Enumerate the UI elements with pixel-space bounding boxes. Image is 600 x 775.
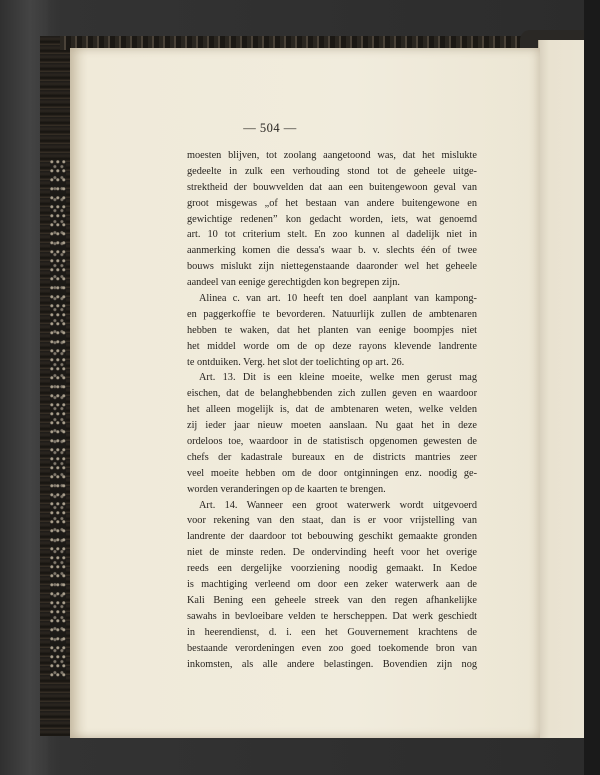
text-line: moesten blijven, tot zoolang aangetoond was, dat het mislukte (187, 150, 477, 161)
text-line: landrente der daardoor tot bebouwing geschikt gemaakte gronden (187, 531, 477, 543)
text-line: art. 10 tot criterium stelt. En zoo kunnen al dadelijk niet in (187, 229, 477, 241)
text-line: chefs der kadastrale bureaux en de districts mantries zeer (187, 451, 477, 463)
text-line: Art. 14. Wanneer een groot waterwerk wordt uitgevoerd (199, 499, 477, 511)
text-line: groot misgewas „of het bestaan van andere buitengewone en (187, 197, 477, 209)
text-line: ordeloos toe, waardoor in de statistisch opgenomen gewesten de (187, 436, 477, 448)
text-line: eischen, dat de belanghebbenden zich zullen geven en waardoor (187, 388, 477, 400)
text-line: worden veranderingen op de kaarten te brengen. (187, 483, 386, 495)
text-line: en paggerkoffie te bevorderen. Natuurlijk zullen de ambtenaren (187, 308, 477, 320)
scanner-right-edge (584, 0, 600, 775)
text-line: sawahs in bevloeibare velden te herscheppen. Dat werk geschiedt (187, 610, 477, 622)
text-line: te ontduiken. Verg. het slot der toelichting op art. 26. (187, 356, 405, 368)
text-line: Art. 13. Dit is een kleine moeite, welke men gerust mag (199, 372, 477, 384)
text-line: het alleen mogelijk is, dat de ambtenaren weten, welke velden (187, 404, 477, 416)
page-text (187, 148, 477, 672)
text-line: gewichtige redenen” kon gedacht worden, iets, wat genoemd (187, 213, 477, 225)
text-line: niet de minste reden. De ondervinding heeft voor het overige (187, 547, 477, 559)
text-line: Alinea c. van art. 10 heeft ten doel aanplant van kampong- (199, 293, 477, 305)
text-line: veel moeite hebben om de door ontginningen enz. noodig ge- (187, 467, 477, 479)
text-line: aandeel van eenige gerechtigden kon begrepen zijn. (187, 277, 400, 289)
page-number: — 504 — (243, 121, 297, 135)
text-line: gedeelte in zulk een verhouding stond tot de geheele uitge- (187, 165, 477, 177)
text-line: is machtiging verleend om door een zeker waterwerk aan de (187, 579, 477, 591)
text-line: het middel worde om de op deze rayons klevende landrente (187, 340, 477, 352)
marbled-endpaper (50, 160, 66, 680)
text-line: in heerendienst, d. i. een het Gouvernement krachtens de (187, 626, 477, 638)
text-line: bouws mislukt zijn niettegenstaande daaronder wel het geheele (187, 261, 477, 273)
text-line: zij ieder jaar nieuw moeten aanslaan. Nu gaat het in deze (187, 420, 477, 432)
text-line: hebben te waken, dat het planten van eenige boompjes niet (187, 324, 477, 336)
text-line: voor rekening van den staat, dan is er voor vrijstelling van (187, 515, 477, 527)
text-line: aanmerking komen die dessa's waar b. v. slechts één of twee (187, 245, 477, 257)
text-line: reeds een dergelijke voorziening noodig gemaakt. In Kedoe (187, 563, 477, 575)
text-line: bestaande verordeningen even zoo goed toekomende bron van (187, 642, 477, 654)
text-line: inkomsten, als alle andere belastingen. Bovendien zijn nog (187, 658, 477, 670)
text-line: Kali Bening een geheele streek van den regen afhankelijke (187, 594, 477, 606)
text-line: strektheid der bouwvelden dat aan een buitengewoon geval van (187, 181, 477, 193)
